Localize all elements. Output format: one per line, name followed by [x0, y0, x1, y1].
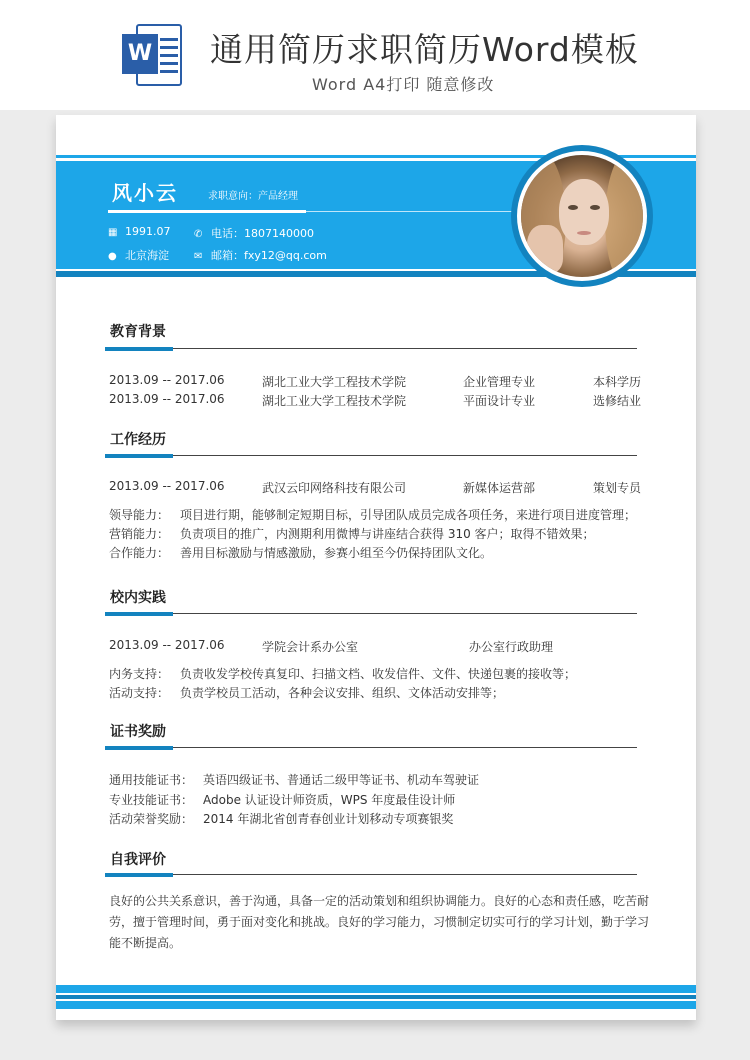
campus-item-label: 内务支持： [109, 667, 170, 681]
work-period: 2013.09 -- 2017.06 [109, 479, 225, 493]
work-company: 武汉云印网络科技有限公司 [262, 481, 407, 495]
edu-period: 2013.09 -- 2017.06 [109, 373, 225, 387]
email-text: 邮箱：fxy12@qq.com [211, 249, 327, 262]
certs-bar [105, 746, 173, 750]
campus-bar [105, 612, 173, 616]
campus-period: 2013.09 -- 2017.06 [109, 638, 225, 652]
job-intent: 求职意向：产品经理 [208, 191, 298, 202]
calendar-icon: ▦ [108, 227, 118, 238]
self-bar [105, 873, 173, 877]
name-underline [108, 210, 306, 213]
work-item-label: 合作能力： [109, 546, 170, 560]
cert-label: 通用技能证书： [109, 773, 194, 787]
cert-text: 英语四级证书、普通话二级甲等证书、机动车驾驶证 [203, 773, 480, 787]
work-role: 策划专员 [593, 481, 642, 495]
certs-line [105, 747, 637, 748]
banner-title: 通用简历求职简历Word模板 [210, 30, 639, 69]
edu-major: 企业管理专业 [463, 375, 536, 389]
education-bar [105, 347, 173, 351]
campus-item-text: 负责收发学校传真复印、扫描文档、收发信件、文件、快递包裹的接收等； [180, 667, 577, 681]
banner [0, 0, 750, 110]
email-info [194, 247, 327, 263]
work-item-label: 领导能力： [109, 508, 170, 522]
education-line [105, 348, 637, 349]
birth-date: 1991.07 [125, 225, 171, 238]
campus-role: 办公室行政助理 [469, 640, 554, 654]
word-document-icon [122, 20, 182, 90]
edu-period: 2013.09 -- 2017.06 [109, 392, 225, 406]
edu-school: 湖北工业大学工程技术学院 [262, 375, 407, 389]
education-title: 教育背景 [110, 324, 166, 340]
edu-school: 湖北工业大学工程技术学院 [262, 394, 407, 408]
banner-subtitle: Word A4打印 随意修改 [312, 75, 495, 94]
self-title: 自我评价 [110, 852, 166, 868]
campus-title: 校内实践 [110, 590, 166, 606]
footer-stripe [56, 985, 696, 993]
cert-label: 专业技能证书： [109, 793, 194, 807]
cert-text: Adobe 认证设计师资质，WPS 年度最佳设计师 [203, 793, 456, 807]
work-title: 工作经历 [110, 432, 166, 448]
phone-info [194, 225, 314, 241]
resume-page [56, 115, 696, 1020]
name-divider [306, 211, 516, 212]
campus-item-text: 负责学校员工活动，各种会议安排、组织、文体活动安排等； [180, 686, 505, 700]
location-pin-icon: ● [108, 251, 117, 262]
campus-line [105, 613, 637, 614]
phone-text: 电话：1807140000 [211, 227, 314, 240]
certs-title: 证书奖励 [110, 724, 166, 740]
footer-stripe [56, 1001, 696, 1009]
self-line [105, 874, 637, 875]
footer-stripe-dark [56, 995, 696, 999]
cert-text: 2014 年湖北省创青春创业计划移动专项赛银奖 [203, 812, 454, 826]
birth-info [108, 225, 171, 238]
location-text: 北京海淀 [125, 249, 169, 262]
edu-degree: 选修结业 [593, 394, 642, 408]
work-dept: 新媒体运营部 [463, 481, 536, 495]
mail-icon: ✉ [194, 251, 203, 262]
edu-degree: 本科学历 [593, 375, 642, 389]
cert-label: 活动荣誉奖励： [109, 812, 194, 826]
work-line [105, 455, 637, 456]
work-item-text: 项目进行期，能够制定短期目标，引导团队成员完成各项任务，来进行项目进度管理； [180, 508, 637, 522]
campus-org: 学院会计系办公室 [262, 640, 359, 654]
campus-item-label: 活动支持： [109, 686, 170, 700]
self-evaluation-text: 良好的公共关系意识，善于沟通，具备一定的活动策划和组织协调能力。良好的心态和责任感，吃苦耐劳，擅于管理时间，勇于面对变化和挑战。良好的学习能力，习惯制定切实可行的学习计划，勤于学习能不断提高。 [109, 894, 650, 950]
work-bar [105, 454, 173, 458]
work-item-text: 负责项目的推广，内测期利用微博与讲座结合获得 310 客户；取得不错效果； [180, 527, 595, 541]
candidate-name: 风小云 [112, 181, 178, 205]
phone-icon: ✆ [194, 229, 203, 240]
word-logo-letter: W [122, 34, 158, 74]
profile-photo [521, 155, 643, 277]
work-item-text: 善用目标激励与情感激励，参赛小组至今仍保持团队文化。 [180, 546, 493, 560]
edu-major: 平面设计专业 [463, 394, 536, 408]
location-info [108, 247, 169, 263]
work-item-label: 营销能力： [109, 527, 170, 541]
